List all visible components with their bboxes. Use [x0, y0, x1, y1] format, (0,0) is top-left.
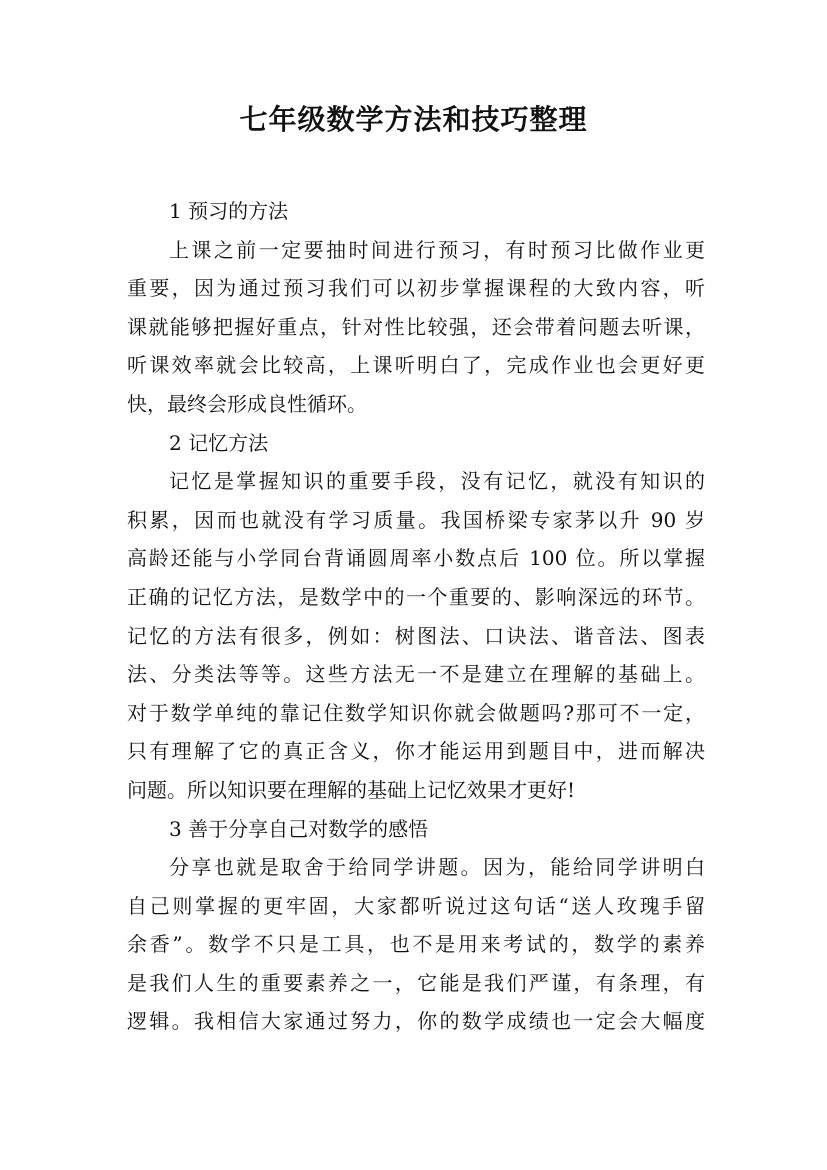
section-heading-sharing: 3 善于分享自己对数学的感悟 — [169, 816, 429, 841]
section-paragraph-memory — [127, 462, 705, 809]
section-heading-memory: 2 记忆方法 — [169, 430, 269, 455]
paragraph-line: 法、分类法等等。这些方法无一不是建立在理解的基础上。 — [127, 662, 705, 687]
paragraph-line: 高龄还能与小学同台背诵圆周率小数点后 100 位。所以掌握 — [127, 546, 705, 571]
document-body — [127, 192, 705, 1041]
paragraph-line: 逻辑。我相信大家通过努力，你的数学成绩也一定会大幅度 — [127, 1009, 705, 1034]
paragraph-line: 重要，因为通过预习我们可以初步掌握课程的大致内容，听 — [127, 276, 705, 301]
paragraph-line: 是我们人生的重要素养之一，它能是我们严谨，有条理，有 — [127, 970, 705, 995]
paragraph-line: 快，最终会形成良性循环。 — [127, 391, 367, 416]
paragraph-line: 分享也就是取舍于给同学讲题。因为，能给同学讲明白 — [169, 855, 705, 880]
paragraph-line: 积累，因而也就没有学习质量。我国桥梁专家茅以升 90 岁 — [127, 507, 705, 532]
paragraph-line: 只有理解了它的真正含义，你才能运用到题目中，进而解决 — [127, 739, 705, 764]
section-paragraph-sharing — [127, 848, 705, 1041]
section-paragraph-preview — [127, 231, 705, 424]
paragraph-line: 课就能够把握好重点，针对性比较强，还会带着问题去听课， — [127, 314, 705, 339]
document-title: 七年级数学方法和技巧整理 — [239, 103, 588, 136]
paragraph-line: 上课之前一定要抽时间进行预习，有时预习比做作业更 — [169, 237, 705, 262]
paragraph-line: 余香”。数学不只是工具，也不是用来考试的，数学的素养 — [127, 932, 705, 957]
paragraph-line: 记忆的方法有很多，例如：树图法、口诀法、谐音法、图表 — [127, 623, 705, 648]
paragraph-line: 自己则掌握的更牢固，大家都听说过这句话“送人玫瑰手留 — [127, 893, 705, 918]
paragraph-line: 听课效率就会比较高，上课听明白了，完成作业也会更好更 — [127, 353, 705, 378]
paragraph-line: 问题。所以知识要在理解的基础上记忆效果才更好! — [127, 777, 576, 802]
paragraph-line: 记忆是掌握知识的重要手段，没有记忆，就没有知识的 — [169, 469, 705, 494]
paragraph-line: 对于数学单纯的靠记住数学知识你就会做题吗?那可不一定， — [127, 700, 705, 725]
paragraph-line: 正确的记忆方法，是数学中的一个重要的、影响深远的环节。 — [127, 584, 705, 609]
section-heading-preview: 1 预习的方法 — [169, 199, 289, 223]
